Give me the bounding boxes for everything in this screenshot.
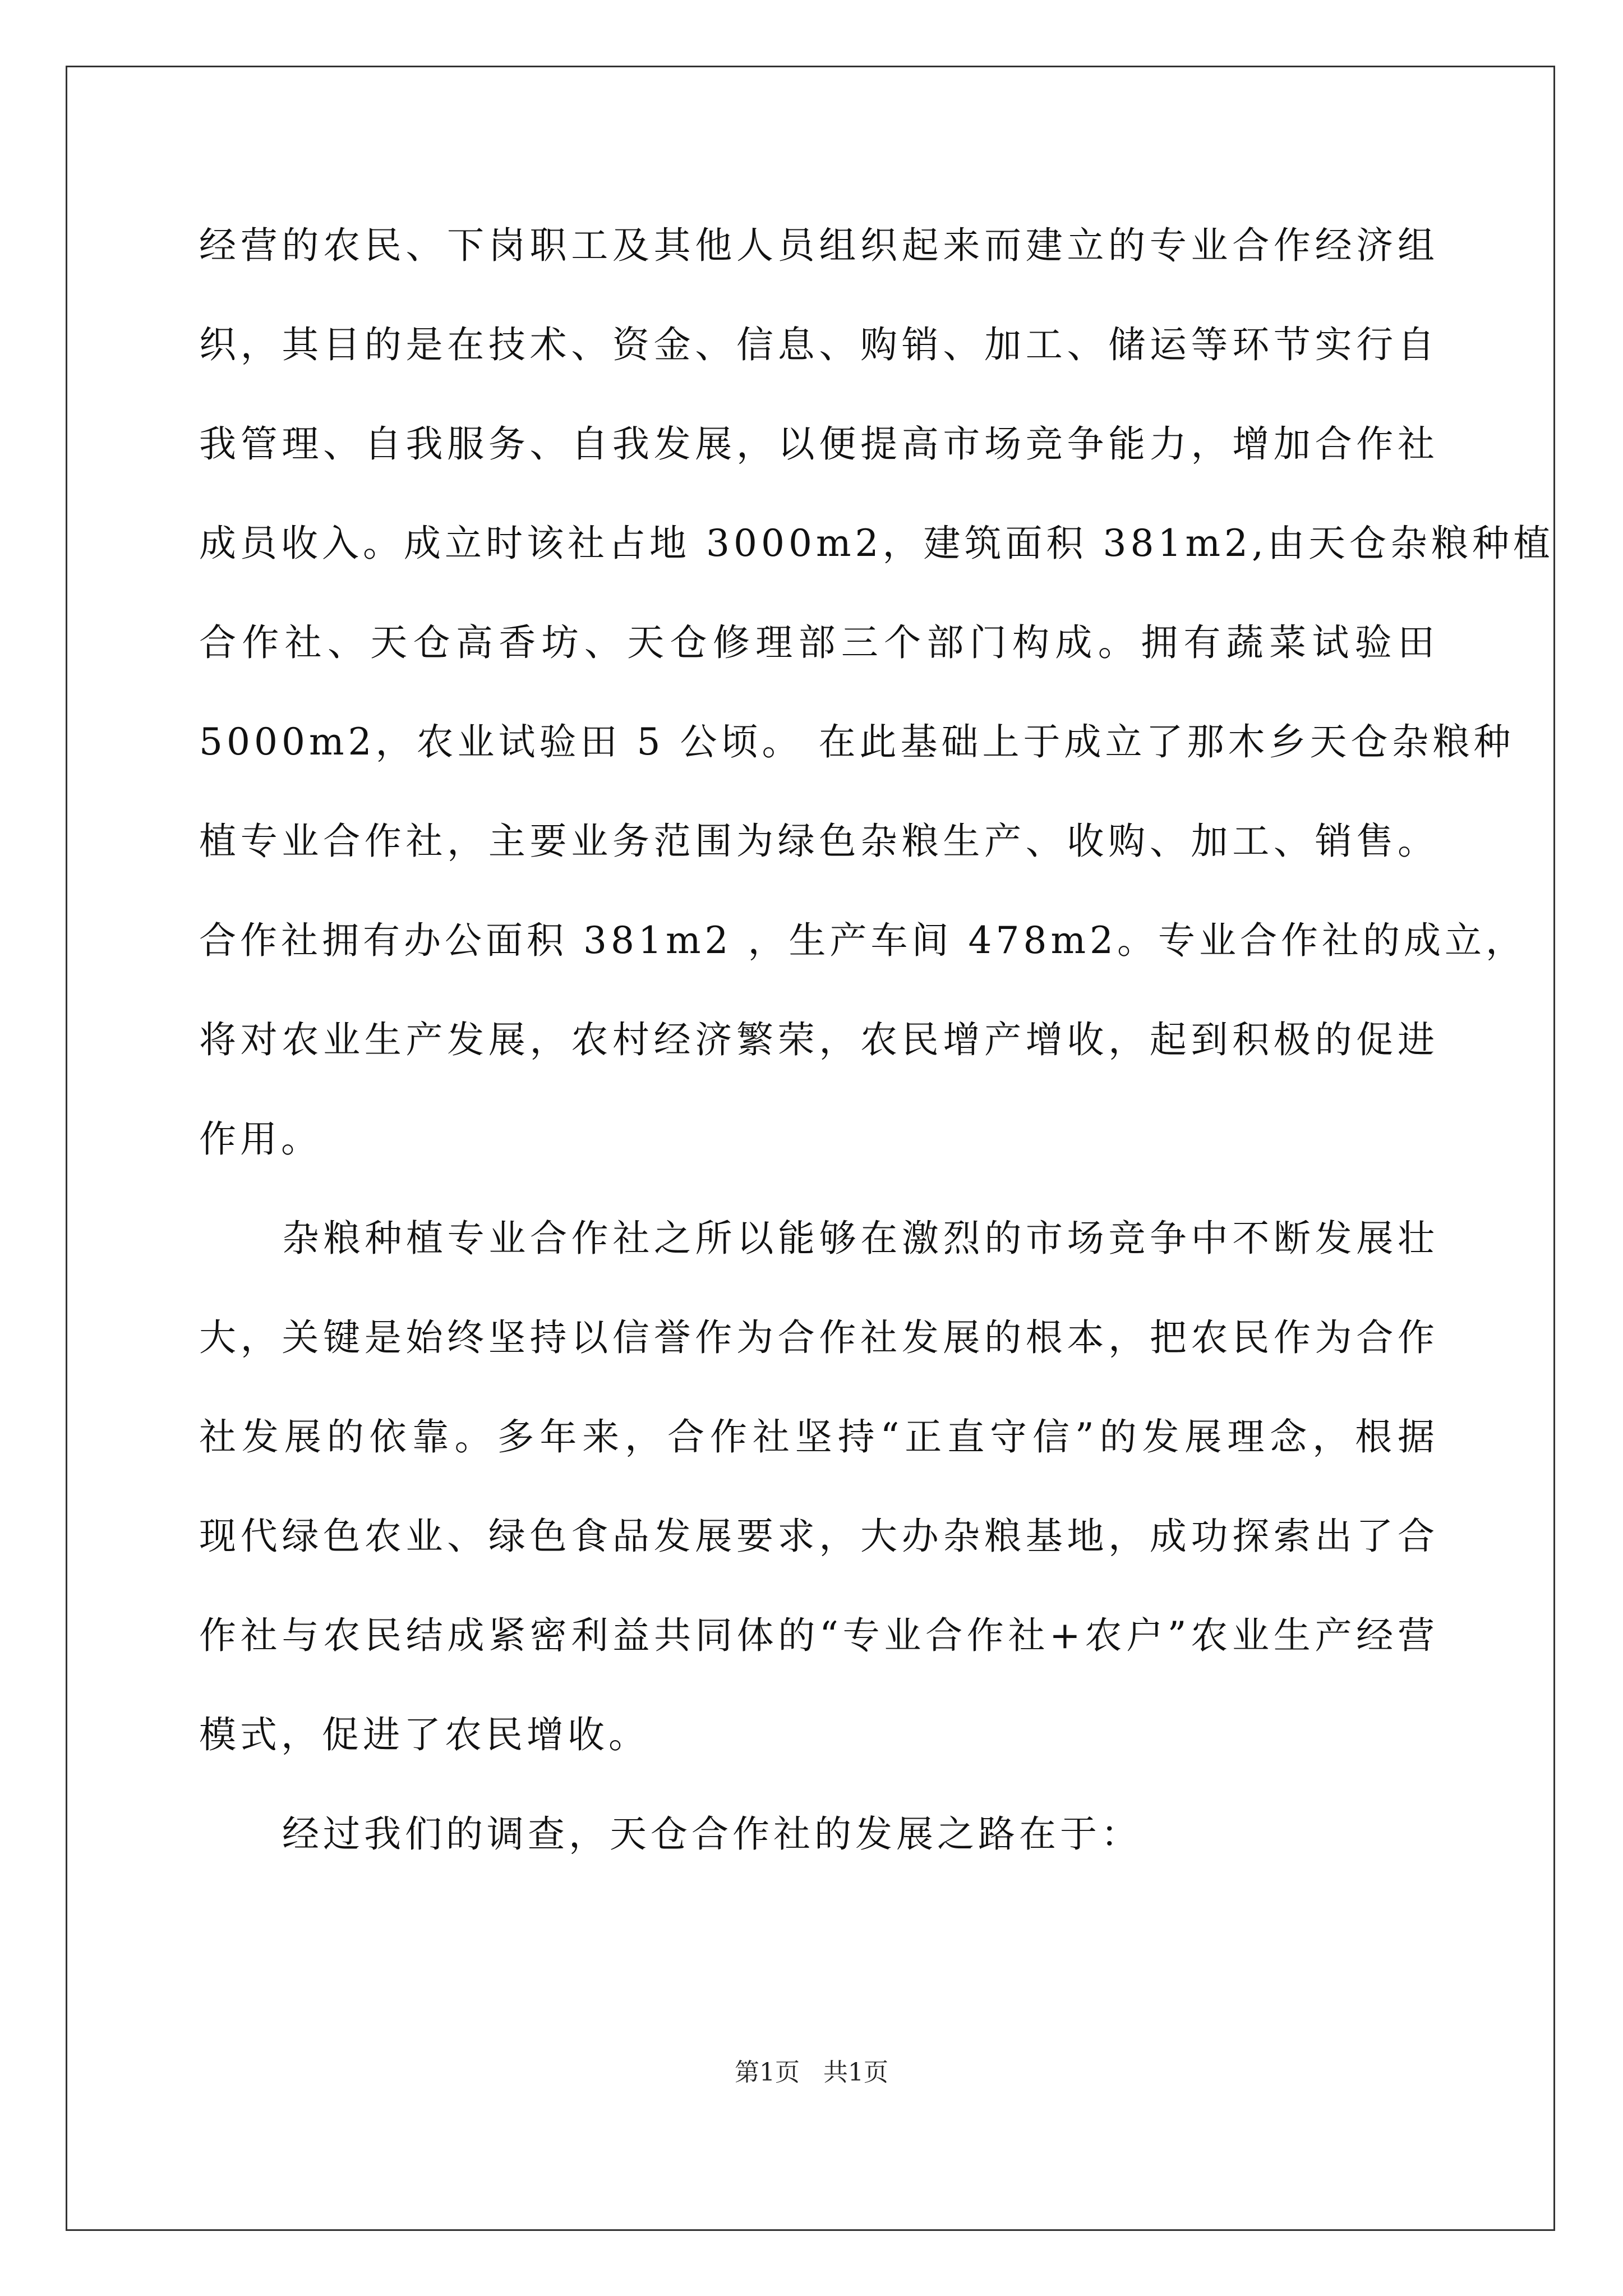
- text-line: 经营的农民、下岗职工及其他人员组织起来而建立的专业合作经济组: [199, 224, 1438, 267]
- text-line: 我管理、自我服务、自我发展，以便提高市场竞争能力，增加合作社: [199, 422, 1438, 466]
- text-line: 5000m2，农业试验田 5 公顷。 在此基础上于成立了那木乡天仓杂粮种: [199, 720, 1515, 763]
- text-line: 模式，促进了农民增收。: [199, 1713, 649, 1756]
- paragraph-first-line: 杂粮种植专业合作社之所以能够在激烈的市场竞争中不断发展壮: [282, 1217, 1438, 1260]
- text-line: 作社与农民结成紧密利益共同体的“专业合作社+农户”农业生产经营: [199, 1614, 1438, 1657]
- text-line: 现代绿色农业、绿色食品发展要求，大办杂粮基地，成功探索出了合: [199, 1515, 1438, 1558]
- text-line: 合作社拥有办公面积 381m2 ，生产车间 478m2。专业合作社的成立，: [199, 919, 1527, 962]
- text-line: 将对农业生产发展，农村经济繁荣，农民增产增收，起到积极的促进: [199, 1018, 1438, 1061]
- text-line: 成员收入。成立时该社占地 3000m2，建筑面积 381m2,由天仓杂粮种植: [199, 522, 1555, 565]
- text-line: 织，其目的是在技术、资金、信息、购销、加工、储运等环节实行自: [199, 323, 1438, 366]
- text-line: 植专业合作社，主要业务范围为绿色杂粮生产、收购、加工、销售。: [199, 820, 1438, 863]
- text-line: 社发展的依靠。多年来，合作社坚持“正直守信”的发展理念，根据: [199, 1415, 1438, 1458]
- paragraph-first-line: 经过我们的调查，天仓合作社的发展之路在于：: [282, 1812, 1142, 1856]
- page-number-footer: 第1页 共1页: [735, 2058, 888, 2087]
- text-line: 大，关键是始终坚持以信誉作为合作社发展的根本，把农民作为合作: [199, 1316, 1438, 1359]
- text-line: 作用。: [199, 1117, 322, 1161]
- text-line: 合作社、天仓高香坊、天仓修理部三个部门构成。拥有蔬菜试验田: [199, 621, 1438, 664]
